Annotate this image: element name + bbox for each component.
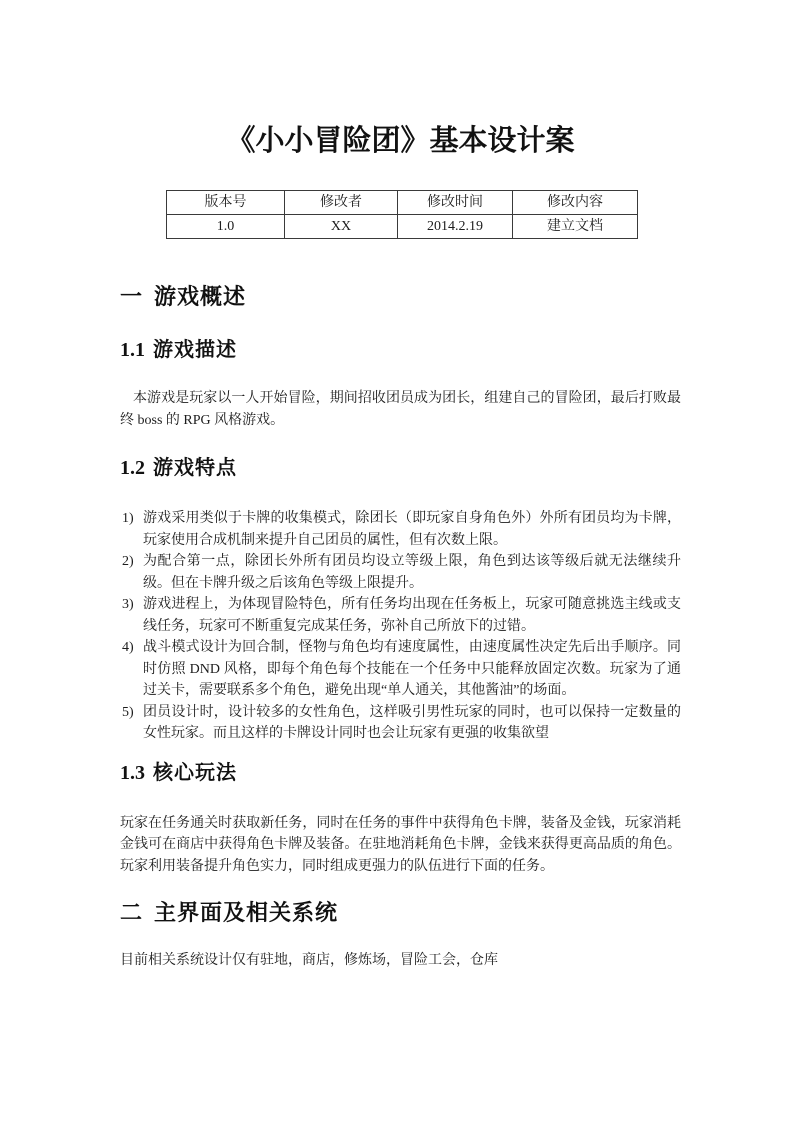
section-1-2-title: 游戏特点 <box>153 457 237 479</box>
list-item-number: 2) <box>122 554 134 569</box>
section-1-1-number: 1.1 <box>120 339 145 361</box>
section-1-number: 一 <box>120 284 143 309</box>
list-item-text: 团员设计时，设计较多的女性角色，这样吸引男性玩家的同时，也可以保持一定数量的女性玩家。而且这样的卡牌设计同时也会让玩家有更强的收集欲望 <box>143 704 681 741</box>
section-1-1-heading <box>120 337 681 363</box>
revision-col-content: 修改内容 <box>513 191 638 215</box>
revision-table-header-row <box>167 191 638 215</box>
list-item-text: 游戏采用类似于卡牌的收集模式，除团长（即玩家自身角色外）外所有团员均为卡牌，玩家使用合成机制来提升自己团员的属性，但有次数上限。 <box>143 511 681 548</box>
section-1-3-title: 核心玩法 <box>153 761 237 784</box>
feature-list-item <box>120 594 681 637</box>
list-item-number: 1) <box>122 511 134 526</box>
feature-list-item <box>120 551 681 594</box>
feature-list-item <box>120 637 681 702</box>
revision-cell-version: 1.0 <box>167 215 285 239</box>
feature-list-item <box>120 508 681 551</box>
section-2-heading <box>120 898 681 927</box>
section-1-title: 游戏概述 <box>154 284 247 309</box>
revision-cell-content: 建立文档 <box>513 215 638 239</box>
feature-list <box>120 508 681 745</box>
list-item-number: 3) <box>122 597 134 612</box>
list-item-number: 5) <box>122 704 134 720</box>
section-1-heading <box>120 282 681 311</box>
section-2-title: 主界面及相关系统 <box>154 900 339 925</box>
list-item-number: 4) <box>122 640 134 655</box>
revision-col-date: 修改时间 <box>398 191 513 215</box>
section-1-2-number: 1.2 <box>120 457 145 479</box>
feature-list-item <box>120 702 681 745</box>
revision-table <box>166 190 638 239</box>
section-1-3-number: 1.3 <box>120 761 145 784</box>
core-gameplay-paragraph: 玩家在任务通关时获取新任务，同时在任务的事件中获得角色卡牌，装备及金钱，玩家消耗金钱可在商店中获得角色卡牌及装备。在驻地消耗角色卡牌，金钱来获得更高品质的角色。玩家利用装备提升角色实力，同时组成更强力的队伍进行下面的任务。 <box>120 815 681 874</box>
game-description-paragraph: 本游戏是玩家以一人开始冒险，期间招收团员成为团长，组建自己的冒险团，最后打败最终 boss 的 RPG 风格游戏。 <box>120 391 681 428</box>
section-2-number: 二 <box>120 900 143 925</box>
revision-table-row <box>167 215 638 239</box>
section-1-3-heading <box>120 760 681 786</box>
section-1-1-title: 游戏描述 <box>153 339 237 361</box>
list-item-text: 战斗模式设计为回合制，怪物与角色均有速度属性，由速度属性决定先后出手顺序。同时仿照 DND 风格，即每个角色每个技能在一个任务中只能释放固定次数。玩家为了通过关卡，需要联系多个角色，避免出现“单人通关，其他酱油”的场面。 <box>143 640 681 698</box>
revision-col-version: 版本号 <box>167 191 285 215</box>
list-item-text: 游戏进程上，为体现冒险特色，所有任务均出现在任务板上，玩家可随意挑选主线或支线任务，玩家可不断重复完成某任务，弥补自己所放下的过错。 <box>143 597 681 634</box>
revision-cell-author: XX <box>285 215 398 239</box>
list-item-text: 为配合第一点，除团长外所有团员均设立等级上限，角色到达该等级后就无法继续升级。但在卡牌升级之后该角色等级上限提升。 <box>143 554 681 591</box>
revision-cell-date: 2014.2.19 <box>398 215 513 239</box>
document-title: 《小小冒险团》基本设计案 <box>226 125 575 157</box>
related-systems-paragraph: 目前相关系统设计仅有驻地，商店，修炼场，冒险工会，仓库 <box>120 953 498 968</box>
section-1-2-heading <box>120 455 681 481</box>
revision-col-author: 修改者 <box>285 191 398 215</box>
